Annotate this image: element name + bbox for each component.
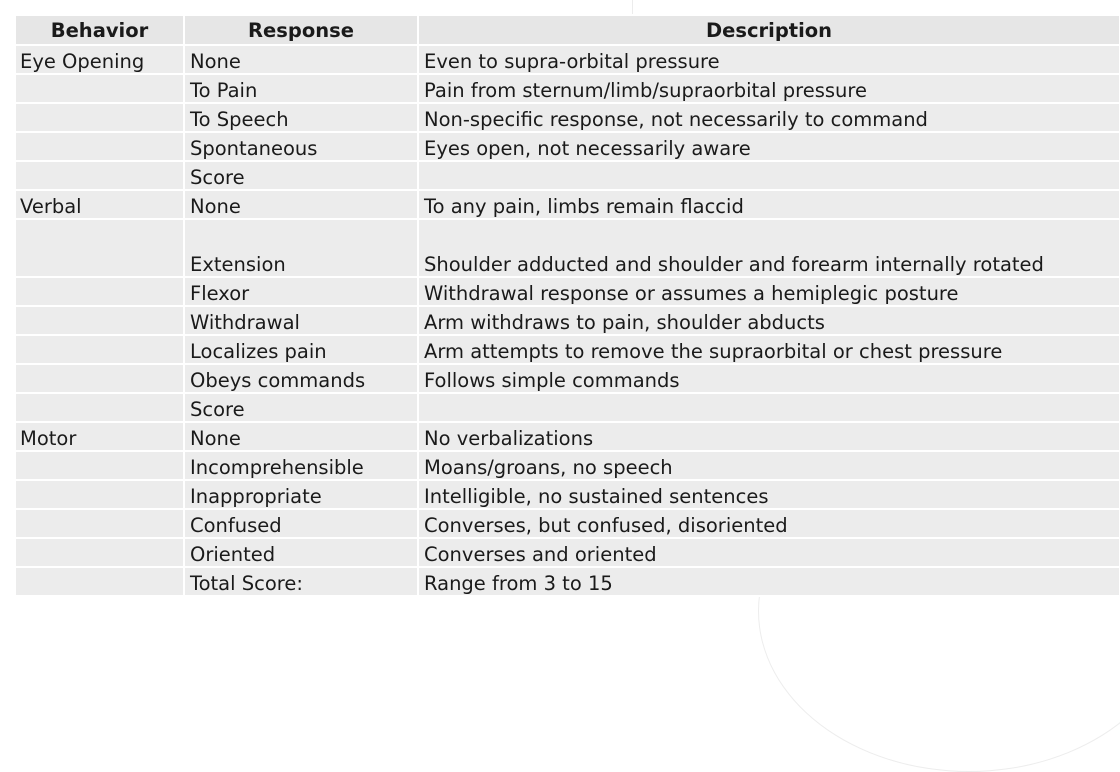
description-cell: Eyes open, not necessarily aware <box>418 132 1120 161</box>
response-cell: To Pain <box>184 74 418 103</box>
behavior-cell <box>16 393 184 422</box>
description-cell: Pain from sternum/limb/supraorbital pressure <box>418 74 1120 103</box>
table-row <box>16 161 1120 190</box>
table-row <box>16 132 1120 161</box>
table-row <box>16 393 1120 422</box>
background-divider <box>632 0 633 14</box>
header-behavior: Behavior <box>16 16 184 45</box>
description-cell: Follows simple commands <box>418 364 1120 393</box>
description-cell: Non-specific response, not necessarily to command <box>418 103 1120 132</box>
behavior-cell <box>16 451 184 480</box>
behavior-cell <box>16 103 184 132</box>
table-row <box>16 277 1120 306</box>
behavior-cell: Verbal <box>16 190 184 219</box>
description-cell: Arm withdraws to pain, shoulder abducts <box>418 306 1120 335</box>
description-cell: Moans/groans, no speech <box>418 451 1120 480</box>
response-cell: Localizes pain <box>184 335 418 364</box>
response-cell: None <box>184 190 418 219</box>
response-cell: None <box>184 422 418 451</box>
response-cell: Score <box>184 161 418 190</box>
response-cell: None <box>184 45 418 74</box>
response-cell: Score <box>184 393 418 422</box>
table-row <box>16 45 1120 74</box>
description-cell: Withdrawal response or assumes a hemiplegic posture <box>418 277 1120 306</box>
table-row <box>16 509 1120 538</box>
behavior-cell <box>16 364 184 393</box>
table-row <box>16 219 1120 277</box>
behavior-cell <box>16 335 184 364</box>
description-cell: Converses, but confused, disoriented <box>418 509 1120 538</box>
behavior-cell <box>16 306 184 335</box>
response-cell: Withdrawal <box>184 306 418 335</box>
header-row <box>16 16 1120 45</box>
behavior-cell <box>16 538 184 567</box>
description-cell: Intelligible, no sustained sentences <box>418 480 1120 509</box>
response-cell: Extension <box>184 219 418 277</box>
table-row <box>16 335 1120 364</box>
table-row <box>16 190 1120 219</box>
description-cell: Even to supra-orbital pressure <box>418 45 1120 74</box>
behavior-cell <box>16 509 184 538</box>
behavior-cell <box>16 480 184 509</box>
response-cell: Confused <box>184 509 418 538</box>
table-row <box>16 103 1120 132</box>
description-cell: Shoulder adducted and shoulder and forearm internally rotated <box>418 219 1120 277</box>
behavior-cell <box>16 74 184 103</box>
behavior-cell <box>16 219 184 277</box>
response-cell: Obeys commands <box>184 364 418 393</box>
table-row <box>16 451 1120 480</box>
table-row <box>16 538 1120 567</box>
behavior-cell: Eye Opening <box>16 45 184 74</box>
table-row <box>16 567 1120 596</box>
response-cell: Inappropriate <box>184 480 418 509</box>
response-cell: Incomprehensible <box>184 451 418 480</box>
description-cell: Converses and oriented <box>418 538 1120 567</box>
response-cell: Spontaneous <box>184 132 418 161</box>
behavior-cell <box>16 161 184 190</box>
table-row <box>16 364 1120 393</box>
behavior-cell <box>16 277 184 306</box>
gcs-table <box>16 16 1120 597</box>
description-cell: Range from 3 to 15 <box>418 567 1120 596</box>
response-cell: Total Score: <box>184 567 418 596</box>
description-cell: Arm attempts to remove the supraorbital or chest pressure <box>418 335 1120 364</box>
response-cell: To Speech <box>184 103 418 132</box>
table-row <box>16 422 1120 451</box>
description-cell: To any pain, limbs remain flaccid <box>418 190 1120 219</box>
behavior-cell <box>16 567 184 596</box>
description-cell: No verbalizations <box>418 422 1120 451</box>
table-row <box>16 480 1120 509</box>
behavior-cell: Motor <box>16 422 184 451</box>
header-description: Description <box>418 16 1120 45</box>
table-row <box>16 74 1120 103</box>
response-cell: Flexor <box>184 277 418 306</box>
table-row <box>16 306 1120 335</box>
response-cell: Oriented <box>184 538 418 567</box>
behavior-cell <box>16 132 184 161</box>
header-response: Response <box>184 16 418 45</box>
description-cell <box>418 161 1120 190</box>
description-cell <box>418 393 1120 422</box>
